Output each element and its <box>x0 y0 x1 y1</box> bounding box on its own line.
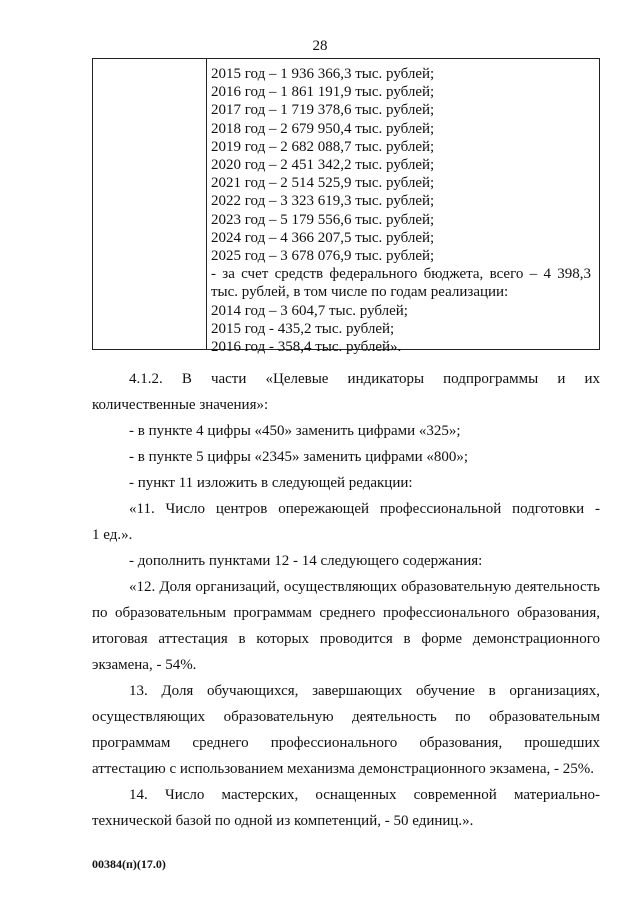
table-line: 2020 год – 2 451 342,2 тыс. рублей; <box>211 157 435 174</box>
paragraph-item-5: - в пункте 5 цифры «2345» заменить цифрами «800»; <box>129 449 469 465</box>
page-number: 28 <box>312 38 328 54</box>
table-line: 2016 год – 1 861 191,9 тыс. рублей; <box>211 84 435 101</box>
paragraph-4-1-2-continued: количественные значения»: <box>92 397 269 413</box>
paragraph-item-11: - пункт 11 изложить в следующей редакции: <box>129 475 413 491</box>
table-line: 2018 год – 2 679 950,4 тыс. рублей; <box>211 120 435 137</box>
table-cell-financing <box>211 65 591 356</box>
paragraph-item-4: - в пункте 4 цифры «450» заменить цифрами «325»; <box>129 423 461 439</box>
document-code: 00384(п)(17.0) <box>92 857 166 871</box>
paragraph-add-items: - дополнить пунктами 12 - 14 следующего содержания: <box>129 553 483 569</box>
table-line: 2019 год – 2 682 088,7 тыс. рублей; <box>211 138 435 155</box>
paragraph-item-13: 13. Доля обучающихся, завершающих обучение в организациях, осуществляющих образовательную деятельность по образовательным программам среднего профессионального образования, прошедших аттестацию с использованием механизма демонстрационного экзамена, - 25%. <box>92 683 600 777</box>
table-line: 2021 год – 2 514 525,9 тыс. рублей; <box>211 175 435 192</box>
budget-table <box>92 58 600 356</box>
table-line: 2022 год – 3 323 619,3 тыс. рублей; <box>211 193 435 210</box>
table-line: 2025 год – 3 678 076,9 тыс. рублей; <box>211 248 435 265</box>
paragraph-item-11-text: «11. Число центров опережающей профессиональной подготовки - <box>129 501 600 517</box>
table-line: 2023 год – 5 179 556,6 тыс. рублей; <box>211 211 435 228</box>
table-line: 2015 год - 435,2 тыс. рублей; <box>211 320 395 337</box>
table-line: - за счет средств федерального бюджета, всего – 4 398,3 <box>211 266 591 283</box>
paragraph-item-12: «12. Доля организаций, осуществляющих образовательную деятельность по образовательным программам среднего профессионального образования, итоговая аттестация в которых проводится в форме демонстрационного экзамена, - 54%. <box>92 579 600 673</box>
document-body <box>92 366 600 834</box>
table-line: 2014 год – 3 604,7 тыс. рублей; <box>211 302 408 319</box>
table-line: 2024 год – 4 366 207,5 тыс. рублей; <box>211 229 435 246</box>
table-line: тыс. рублей, в том числе по годам реализации: <box>211 284 509 301</box>
table-column-divider <box>206 59 207 349</box>
table-line: 2016 год - 358,4 тыс. рублей». <box>211 339 402 356</box>
table-line: 2017 год – 1 719 378,6 тыс. рублей; <box>211 102 435 119</box>
paragraph-4-1-2: 4.1.2. В части «Целевые индикаторы подпрограммы и их <box>129 371 600 387</box>
paragraph-item-14: 14. Число мастерских, оснащенных современной материально-технической базой по одной из компетенций, - 50 единиц.». <box>92 787 600 829</box>
paragraph-item-11-text-continued: 1 ед.». <box>92 527 133 543</box>
table-line: 2015 год – 1 936 366,3 тыс. рублей; <box>211 66 435 82</box>
